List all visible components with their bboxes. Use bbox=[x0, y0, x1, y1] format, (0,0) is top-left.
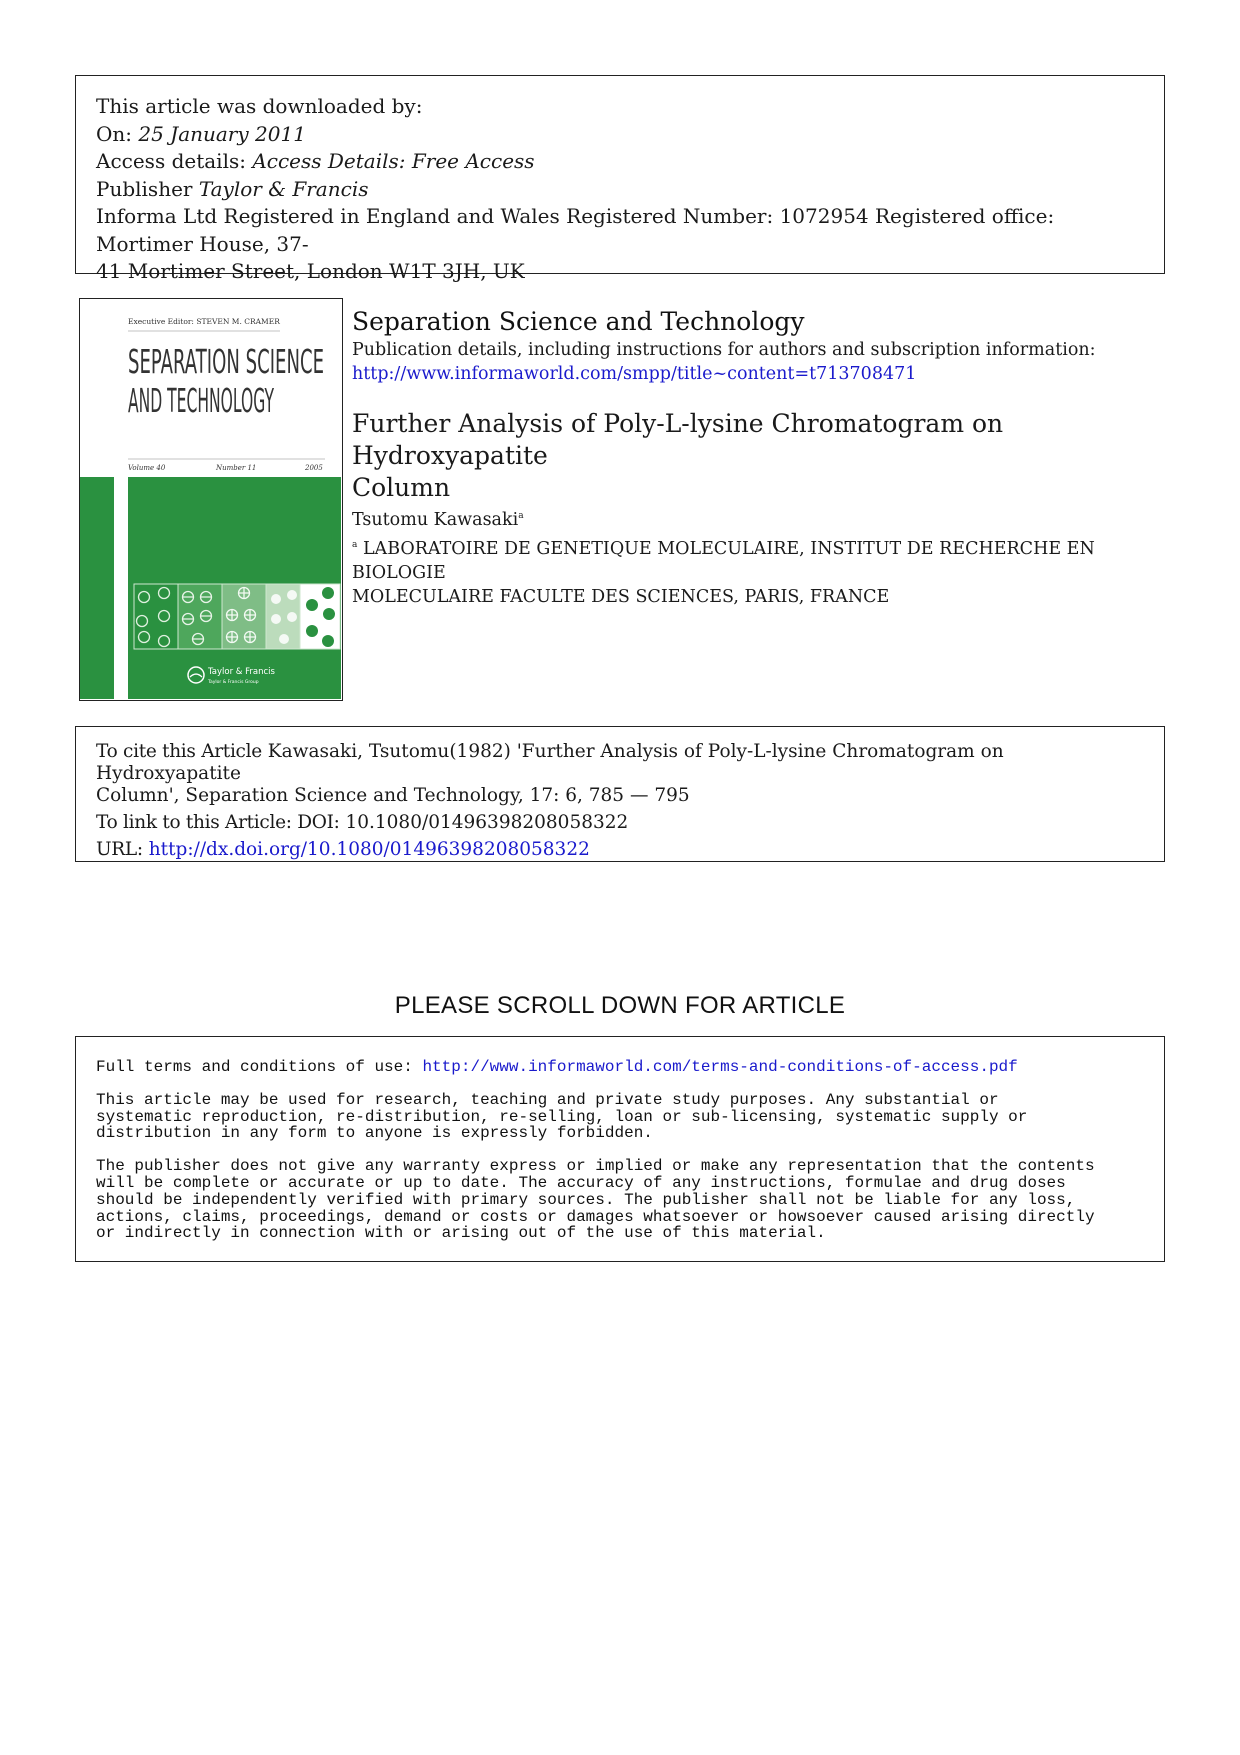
terms-label: Full terms and conditions of use: bbox=[96, 1058, 423, 1076]
download-info-box bbox=[75, 75, 1165, 283]
cover-illustration bbox=[80, 299, 341, 699]
citation-box bbox=[75, 726, 1165, 862]
affiliation-line-1-text: LABORATOIRE DE GENETIQUE MOLECULAIRE, INSTITUT DE RECHERCHE EN BIOLOGIE bbox=[352, 538, 1095, 583]
publisher-line bbox=[96, 176, 1144, 204]
publication-details: Publication details, including instructions for authors and subscription information: bbox=[352, 340, 1096, 360]
doi-line bbox=[96, 812, 1144, 834]
author-name bbox=[352, 504, 1152, 532]
publisher-label: Publisher bbox=[96, 176, 199, 201]
access-value: Access Details: Free Access bbox=[252, 149, 535, 173]
cover-year: 2005 bbox=[305, 464, 323, 472]
cover-publisher-logo-subtext: Taylor & Francis Group bbox=[208, 680, 259, 685]
terms-paragraph-2: The publisher does not give any warranty express or implied or make any representation that the contents will be complete or accurate or up to date. The accuracy of any instructions, formulae and drug doses should be independently verified with primary sources. The publisher shall not be liable for any loss, actions, claims, proceedings, demand or costs or damages whatsoever or howsoever caused arising directly or indirectly in connection with or arising out of the use of this material. bbox=[96, 1157, 1095, 1243]
terms-url-link[interactable]: http://www.informaworld.com/terms-and-conditions-of-access.pdf bbox=[422, 1058, 1018, 1076]
cover-number: Number 11 bbox=[216, 464, 257, 472]
affiliation-line-1 bbox=[352, 533, 1152, 585]
terms-line bbox=[96, 1059, 1144, 1076]
terms-box bbox=[75, 1036, 1165, 1262]
article-title bbox=[352, 408, 1152, 504]
scroll-down-notice: PLEASE SCROLL DOWN FOR ARTICLE bbox=[394, 992, 846, 1019]
cite-text-line-2: Column', Separation Science and Technology, 17: 6, 785 — 795 bbox=[96, 785, 690, 806]
journal-cover-image bbox=[79, 298, 343, 701]
author-name-text: Tsutomu Kawasaki bbox=[352, 509, 519, 530]
journal-title: Separation Science and Technology bbox=[352, 307, 805, 336]
url-label: URL: bbox=[96, 839, 143, 860]
publisher-value: Taylor & Francis bbox=[198, 176, 369, 201]
affiliation bbox=[352, 533, 1152, 609]
registration-line-1: Informa Ltd Registered in England and Wales Registered Number: 1072954 Registered office: Mortimer House, 37- bbox=[96, 204, 1055, 256]
cover-title-line-1: SEPARATION SCIENCE bbox=[128, 342, 324, 381]
author-superscript: a bbox=[518, 511, 524, 521]
download-line: This article was downloaded by: bbox=[96, 94, 423, 118]
cite-line-1 bbox=[96, 741, 1144, 785]
registration-line-2: 41 Mortimer Street, London W1T 3JH, UK bbox=[96, 259, 525, 283]
terms-paragraph-1: This article may be used for research, teaching and private study purposes. Any substantial or systematic reproduction, re-distribution, re-selling, loan or sub-licensing, systematic supply or distribution in any form to anyone is expressly forbidden. bbox=[96, 1090, 1028, 1143]
cover-title-line-2: AND TECHNOLOGY bbox=[128, 381, 275, 420]
journal-url-link[interactable]: http://www.informaworld.com/smpp/title~content=t713708471 bbox=[352, 364, 917, 384]
cite-label: To cite this Article bbox=[96, 741, 262, 762]
access-details-line bbox=[96, 148, 1144, 176]
cover-volume: Volume 40 bbox=[128, 464, 166, 472]
cover-editor: Executive Editor: STEVEN M. CRAMER bbox=[128, 317, 280, 326]
doi-label: To link to this Article: DOI: bbox=[96, 812, 340, 833]
affiliation-line-2: MOLECULAIRE FACULTE DES SCIENCES, PARIS, FRANCE bbox=[352, 586, 890, 607]
doi-value: 10.1080/01496398208058322 bbox=[339, 812, 629, 833]
doi-url-link[interactable]: http://dx.doi.org/10.1080/01496398208058322 bbox=[142, 839, 590, 860]
cover-publisher-logo-text: Taylor & Francis bbox=[208, 667, 275, 677]
article-metadata bbox=[352, 306, 1152, 609]
on-label: On: bbox=[96, 121, 139, 146]
download-date-line bbox=[96, 121, 1144, 149]
on-value: 25 January 2011 bbox=[138, 121, 306, 146]
url-line bbox=[96, 839, 1144, 861]
affiliation-superscript: a bbox=[352, 539, 358, 550]
cite-text-line-1: Kawasaki, Tsutomu(1982) 'Further Analysis of Poly-L-lysine Chromatogram on Hydroxyapatite bbox=[96, 741, 1004, 784]
article-title-line-2: Column bbox=[352, 473, 451, 502]
access-label: Access details: bbox=[96, 149, 253, 173]
article-title-line-1: Further Analysis of Poly-L-lysine Chromatogram on Hydroxyapatite bbox=[352, 409, 1004, 470]
